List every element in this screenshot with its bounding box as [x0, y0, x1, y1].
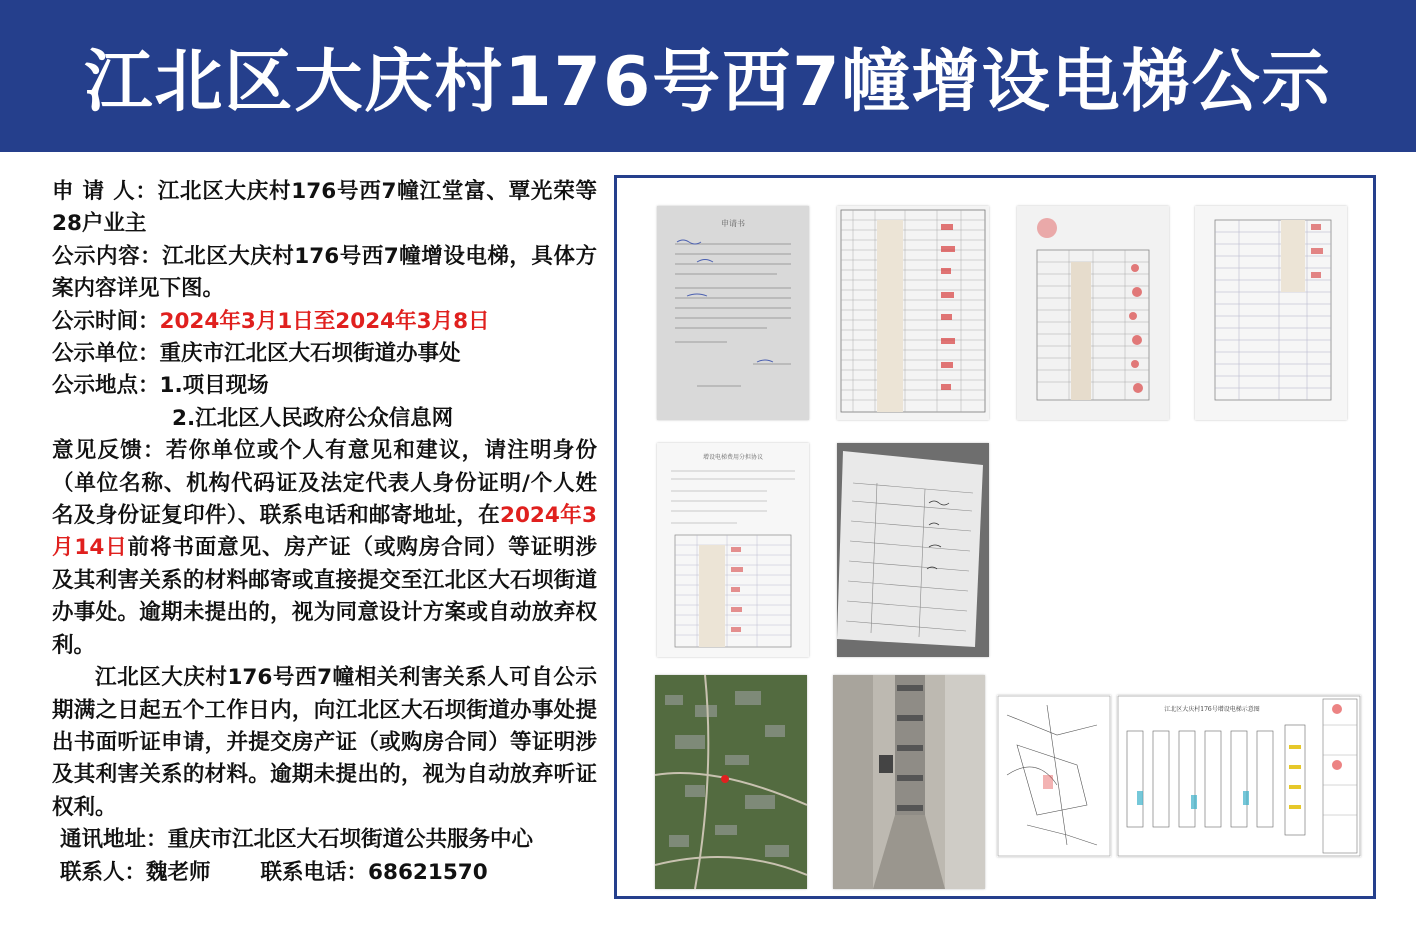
header-banner: [0, 0, 1416, 152]
feedback-label: 意见反馈：: [52, 438, 166, 464]
feedback-paragraph: [52, 435, 597, 662]
phone-value: 68621570: [368, 859, 488, 885]
cost-agreement-title: 增设电梯费用分担协议: [702, 454, 764, 461]
contact-value: 魏老师: [146, 859, 211, 885]
feedback-text-2: 前将书面意见、房产证（或购房合同）等证明涉及其利害关系的材料邮寄或直接提交至江北区大石坝街道办事处。逾期未提出的，视为同意设计方案或自动放弃权利。: [52, 535, 597, 658]
place-item-1: 1.项目现场: [159, 373, 269, 399]
elevator-plan-drawing: [1117, 695, 1361, 857]
aerial-map-image: [655, 675, 807, 889]
feedback-deadline: 2024年3月14日: [52, 503, 597, 561]
place-line: [52, 370, 597, 402]
hearing-paragraph: 江北区大庆村176号西7幢相关利害关系人可自公示期满之日起五个工作日内，向江北区大石坝街道办事处提出书面听证申请，并提交房产证（或购房合同）等证明涉及其利害关系的材料。逾期未提出的，视为自动放弃听证权利。: [52, 665, 597, 820]
time-label: 公示时间：: [52, 308, 160, 334]
cost-agreement-image: [657, 443, 809, 657]
place-label: 公示地点：: [52, 373, 160, 399]
content-value: 江北区大庆村176号西7幢增设电梯，具体方案内容详见下图。: [52, 243, 597, 302]
application-letter-image: [657, 206, 809, 420]
applicant-value: 江北区大庆村176号西7幢江堂富、覃光荣等28户业主: [52, 179, 597, 237]
site-photo-image: [833, 675, 985, 889]
applicant-label: 申 请 人：: [52, 179, 158, 204]
time-value: 2024年3月1日至2024年3月8日: [159, 308, 490, 334]
content-label: 公示内容：: [52, 243, 163, 269]
contact-label: 联系人：: [60, 859, 147, 885]
feedback-text-1: 若你单位或个人有意见和建议，请注明身份（单位名称、机构代码证及法定代表人身份证明/个人姓名及身份证复印件）、联系电话和邮寄地址，在: [52, 438, 597, 529]
opinion-form-photo: [837, 443, 989, 657]
stamped-signature-table-image: [1017, 206, 1169, 420]
notice-text: [52, 176, 597, 889]
phone-label: 联系电话：: [260, 859, 369, 885]
page-title: 江北区大庆村176号西7幢增设电梯公示: [84, 42, 1332, 122]
place-item-2: 2.江北区人民政府公众信息网: [172, 405, 454, 431]
applicant-line: [52, 176, 597, 241]
address-label: 通讯地址：: [60, 827, 168, 853]
contact-line: [52, 857, 597, 889]
attachments-panel: [614, 175, 1376, 899]
address-value: 重庆市江北区大石坝街道公共服务中心: [167, 827, 534, 853]
address-line: [52, 824, 597, 856]
elevator-plan-title: 江北区大庆村176号增设电梯示意图: [1164, 706, 1260, 713]
place-line-2: [52, 403, 597, 435]
partial-signature-table-image: [1195, 206, 1347, 420]
time-line: [52, 306, 597, 338]
unit-line: [52, 338, 597, 370]
site-plan-drawing: [997, 695, 1111, 857]
unit-value: 重庆市江北区大石坝街道办事处: [159, 341, 461, 367]
unit-label: 公示单位：: [52, 341, 160, 367]
owner-signature-table-image: [837, 206, 989, 420]
content-line: [52, 241, 597, 306]
application-letter-title: 申请书: [721, 219, 745, 228]
